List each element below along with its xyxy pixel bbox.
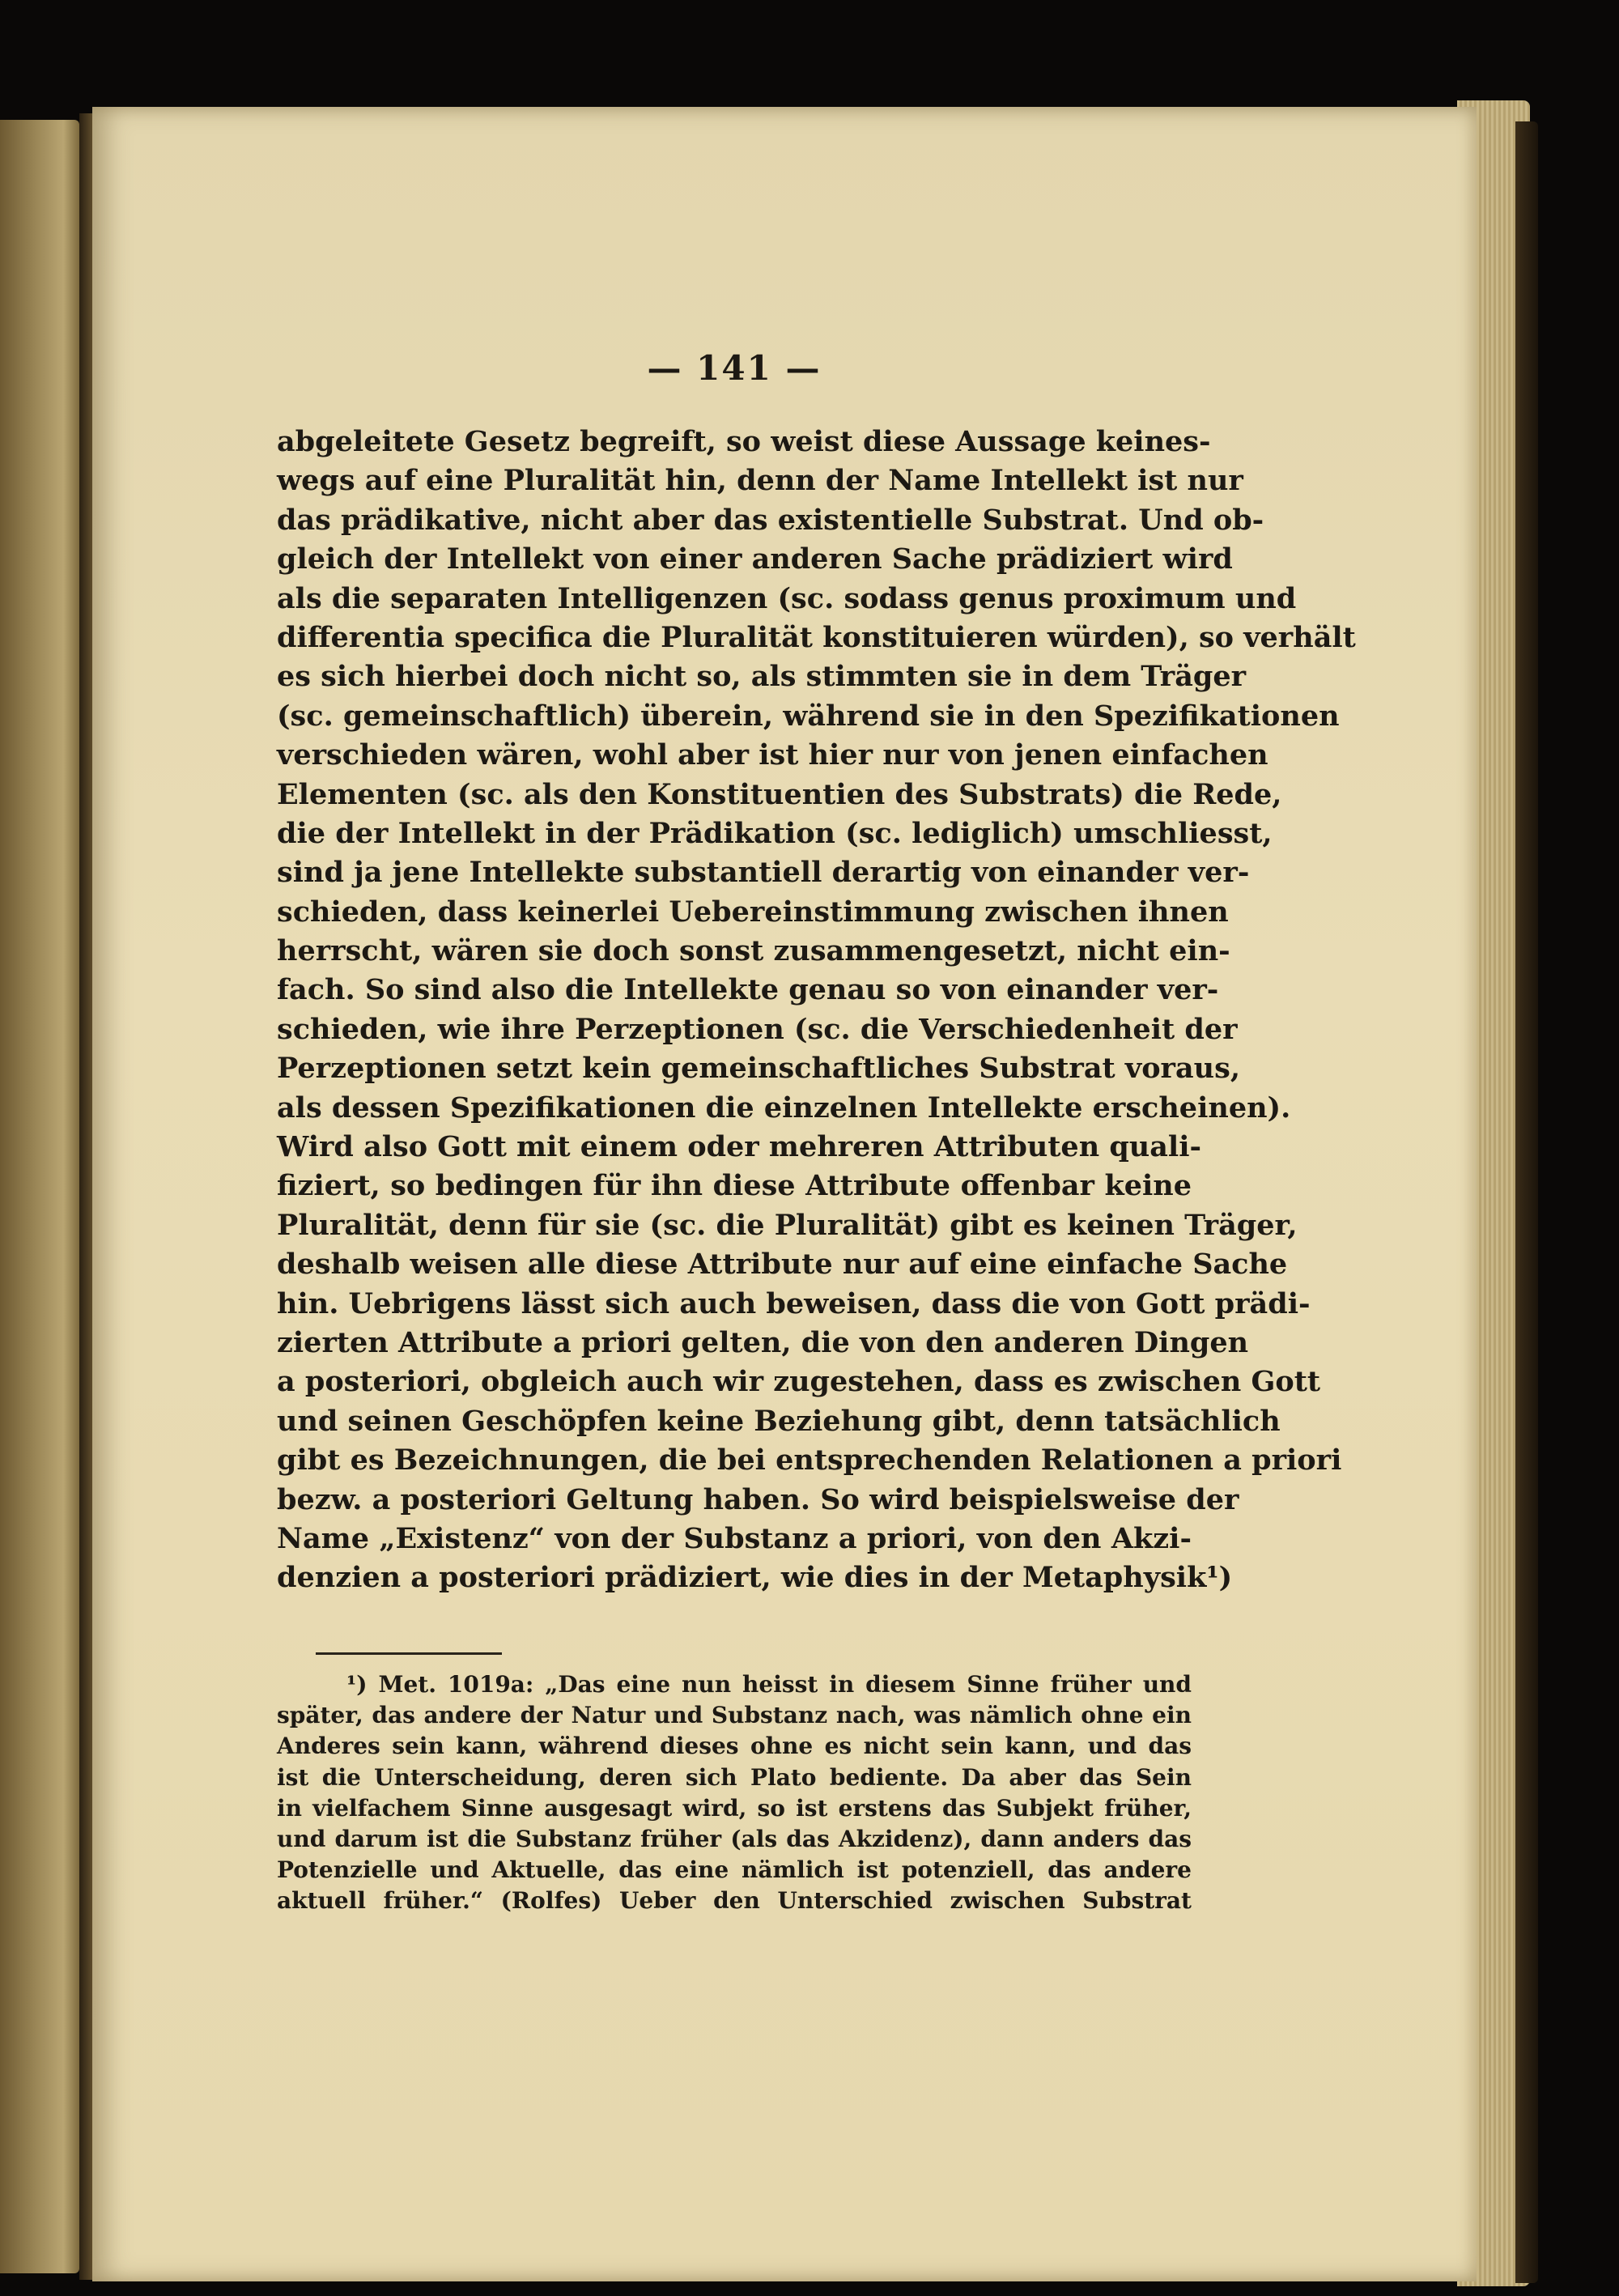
footnote-line: später, das andere der Natur und Substanz nach, was nämlich ohne ein: [277, 1702, 1192, 1729]
body-line: Elementen (sc. als den Konstituentien des Substrats) die Rede,: [277, 777, 1282, 811]
footnote-line: aktuell früher.“ (Rolfes) Ueber den Unterschied zwischen Substrat: [277, 1887, 1192, 1915]
body-line: und seinen Geschöpfen keine Beziehung gibt, denn tatsächlich: [277, 1404, 1281, 1438]
body-line: Name „Existenz“ von der Substanz a priori, von den Akzi-: [277, 1521, 1192, 1555]
footnote-line: und darum ist die Substanz früher (als das Akzidenz), dann anders das: [277, 1825, 1192, 1852]
body-line: denzien a posteriori prädiziert, wie dies in der Metaphysik¹): [277, 1561, 1233, 1595]
footnote: [277, 1669, 1192, 1917]
body-line: als dessen Spezifikationen die einzelnen Intellekte erscheinen).: [277, 1091, 1291, 1125]
footnote-line: in vielfachem Sinne ausgesagt wird, so ist erstens das Subjekt früher,: [277, 1794, 1192, 1822]
body-line: sind ja jene Intellekte substantiell derartig von einander ver-: [277, 856, 1250, 890]
footnote-line: ist die Unterscheidung, deren sich Plato bediente. Da aber das Sein: [277, 1763, 1192, 1791]
body-line: zierten Attribute a priori gelten, die von den anderen Dingen: [277, 1325, 1249, 1359]
body-line: herrscht, wären sie doch sonst zusammengesetzt, nicht ein-: [277, 934, 1230, 968]
body-line: wegs auf eine Pluralität hin, denn der Name Intellekt ist nur: [277, 464, 1243, 498]
body-line: Pluralität, denn für sie (sc. die Pluralität) gibt es keinen Träger,: [277, 1208, 1298, 1242]
footnote-divider: [316, 1652, 502, 1655]
body-line: bezw. a posteriori Geltung haben. So wird beispielsweise der: [277, 1482, 1239, 1516]
body-line: Wird also Gott mit einem oder mehreren Attributen quali-: [277, 1130, 1202, 1164]
body-line: es sich hierbei doch nicht so, als stimmten sie in dem Träger: [277, 660, 1247, 694]
body-line: verschieden wären, wohl aber ist hier nur von jenen einfachen: [277, 738, 1268, 772]
body-line: gibt es Bezeichnungen, die bei entsprechenden Relationen a priori: [277, 1444, 1342, 1478]
left-page-edge: [0, 120, 79, 2273]
body-text: [277, 423, 1356, 1598]
body-line: fach. So sind also die Intellekte genau so von einander ver-: [277, 973, 1219, 1007]
footnote-line: ¹) Met. 1019a: „Das eine nun heisst in diesem Sinne früher und: [346, 1671, 1192, 1698]
body-line: differentia specifica die Pluralität konstituieren würden), so verhält: [277, 620, 1356, 654]
body-line: schieden, wie ihre Perzeptionen (sc. die Verschiedenheit der: [277, 1012, 1238, 1046]
body-line: das prädikative, nicht aber das existentielle Substrat. Und ob-: [277, 503, 1264, 537]
footnote-line: Potenzielle und Aktuelle, das eine nämlich ist potenziell, das andere: [277, 1856, 1192, 1884]
body-line: als die separaten Intelligenzen (sc. sodass genus proximum und: [277, 581, 1297, 615]
body-line: Perzeptionen setzt kein gemeinschaftliches Substrat voraus,: [277, 1052, 1240, 1086]
body-line: deshalb weisen alle diese Attribute nur auf eine einfache Sache: [277, 1248, 1288, 1282]
book-cover-edge: [1515, 121, 1538, 2283]
body-line: fiziert, so bedingen für ihn diese Attribute offenbar keine: [277, 1169, 1192, 1203]
body-line: schieden, dass keinerlei Uebereinstimmung zwischen ihnen: [277, 895, 1229, 929]
body-line: hin. Uebrigens lässt sich auch beweisen, dass die von Gott prädi-: [277, 1286, 1311, 1320]
body-line: (sc. gemeinschaftlich) überein, während sie in den Spezifikationen: [277, 699, 1340, 733]
body-line: abgeleitete Gesetz begreift, so weist diese Aussage keines-: [277, 425, 1211, 458]
body-line: a posteriori, obgleich auch wir zugestehen, dass es zwischen Gott: [277, 1365, 1321, 1399]
footnote-line: Anderes sein kann, während dieses ohne es nicht sein kann, und das: [277, 1733, 1192, 1760]
body-line: gleich der Intellekt von einer anderen Sache prädiziert wird: [277, 542, 1233, 576]
page-number: — 141 —: [647, 348, 822, 388]
body-line: die der Intellekt in der Prädikation (sc. lediglich) umschliesst,: [277, 816, 1273, 850]
